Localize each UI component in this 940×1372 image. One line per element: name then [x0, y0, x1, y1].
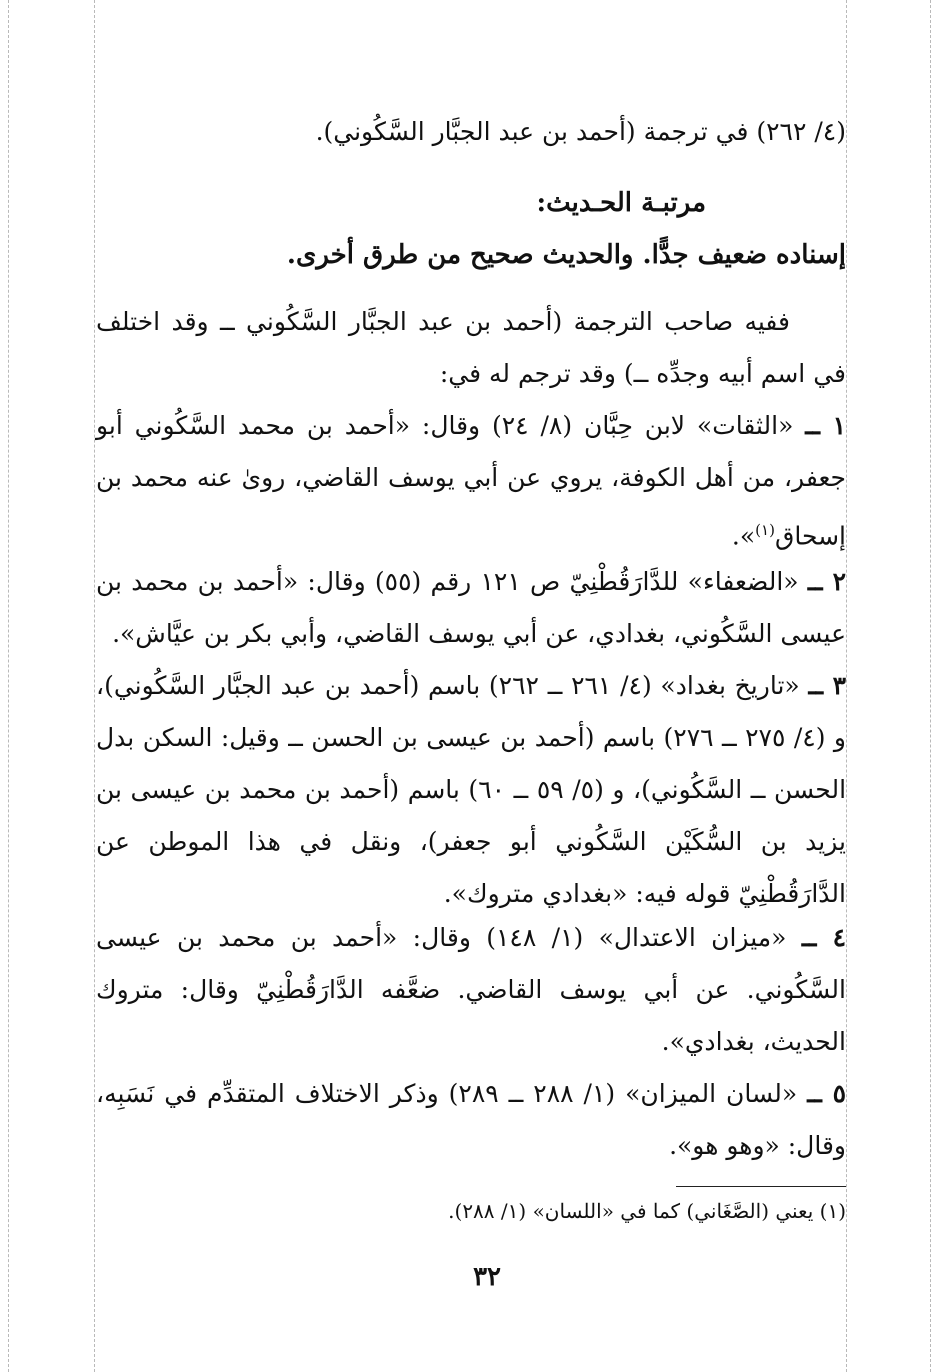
margin-guide-line — [930, 0, 931, 1372]
item-text: «تاريخ بغداد» (٤/ ٢٦١ ــ ٢٦٢) باسم (أحمد بن عبد الجبَّار السَّكُوني)، و (٤/ ٢٧٥ ــ ٢٧٦) باسم (أحمد بن عيسى بن الحسن ــ وقيل: السكن بدل الحسن ــ السَّكُوني)، و (٥/ ٥٩ ــ ٦٠) باسم (أحمد بن محمد بن عيسى بن يزيد بن السُّكَيْن السَّكُوني أبو جعفر)، ونقل في هذا الموطن عن الدَّارَقُطْنِيّ قوله فيه: «بغدادي متروك». — [96, 671, 847, 908]
margin-guide-line — [846, 0, 847, 1372]
list-item — [96, 400, 846, 562]
footnote-divider — [676, 1186, 846, 1187]
hadith-grade: إسناده ضعيف جدًّا. والحديث صحيح من طرق أخرى. — [286, 240, 846, 270]
item-number: ٥ ــ — [807, 1079, 846, 1108]
list-item — [96, 1068, 846, 1172]
item-text: «الضعفاء» للدَّارَقُطْنِيّ ص ١٢١ رقم (٥٥) وقال: «أحمد بن محمد بن عيسى السَّكُوني، بغدادي، عن أبي يوسف القاضي، وأبي بكر بن عيَّاش». — [96, 567, 846, 648]
item-number: ٢ ــ — [807, 567, 847, 596]
margin-guide-line — [8, 0, 9, 1372]
item-number: ٣ ــ — [808, 671, 846, 700]
continued-reference-line: (٤/ ٢٦٢) في ترجمة (أحمد بن عبد الجبَّار السَّكُوني). — [315, 117, 846, 146]
intro-paragraph: ففيه صاحب الترجمة (أحمد بن عبد الجبَّار السَّكُوني ــ وقد اختلف في اسم أبيه وجدِّه ــ) وقد ترجم له في: — [96, 307, 846, 388]
list-item — [96, 660, 846, 920]
item-number: ٤ ــ — [801, 923, 846, 952]
margin-guide-line — [94, 0, 95, 1372]
list-item — [96, 912, 846, 1068]
item-number: ١ ــ — [805, 411, 847, 440]
section-heading: مرتبـة الحـديث: — [536, 188, 706, 218]
page-number: ٣٢ — [473, 1262, 501, 1292]
footnote-reference[interactable]: (١) — [755, 521, 775, 539]
footnote: (١) يعني (الصَّغَاني) كما في «اللسان» (١/ ٢٨٨). — [448, 1199, 846, 1223]
item-text: «لسان الميزان» (١/ ٢٨٨ ــ ٢٨٩) وذكر الاختلاف المتقدِّم في نَسَبِه، وقال: «وهو هو». — [96, 1079, 846, 1160]
list-item — [96, 556, 846, 660]
item-tail: ». — [731, 521, 756, 551]
book-page — [96, 0, 846, 1372]
item-text: «الثقات» لابن حِبَّان (٨/ ٢٤) وقال: «أحمد بن محمد السَّكُوني أبو جعفر، من أهل الكوفة، يروي عن أبي يوسف القاضي، روىٰ عنه محمد بن إسحاق — [96, 411, 846, 551]
item-text: «ميزان الاعتدال» (١/ ١٤٨) وقال: «أحمد بن محمد بن عيسى السَّكُوني. عن أبي يوسف القاضي. ضعَّفه الدَّارَقُطْنِيّ وقال: متروك الحديث، بغدادي». — [96, 923, 846, 1056]
